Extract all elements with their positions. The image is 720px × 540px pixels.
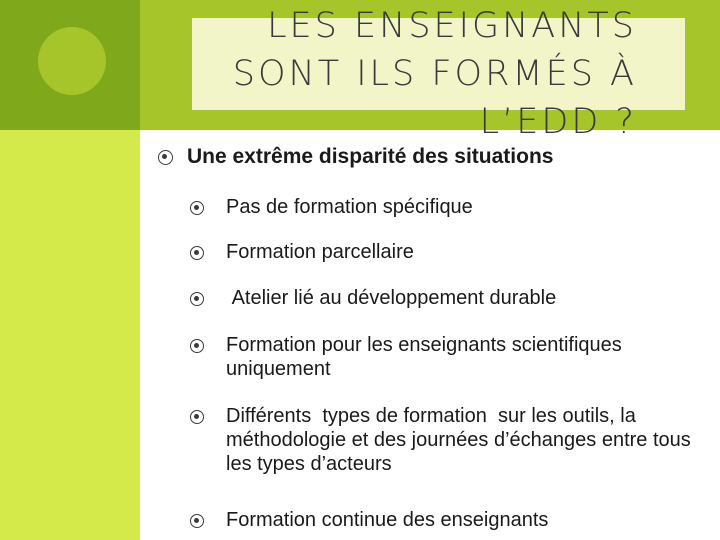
title-box (192, 6, 685, 142)
circle-dot-icon (190, 292, 204, 306)
left-strip (0, 130, 140, 540)
sub-bullet (190, 404, 695, 476)
title-line: LES ENSEIGNANTS (267, 6, 637, 46)
main-bullet-text: Une extrême disparité des situations (187, 145, 554, 168)
sub-bullet (190, 286, 710, 310)
circle-dot-icon (190, 410, 204, 424)
main-bullet (158, 145, 553, 169)
circle-dot-icon (190, 339, 204, 353)
decorative-circle (38, 27, 106, 95)
sub-bullet-text: Formation parcellaire (226, 241, 414, 263)
circle-dot-icon (190, 201, 204, 215)
sub-bullet (190, 508, 710, 532)
circle-dot-icon (190, 246, 204, 260)
circle-dot-icon (158, 150, 173, 165)
title-line: L’EDD ? (479, 102, 637, 142)
sub-bullet-text: Formation pour les enseignants scientifiques uniquement (226, 334, 628, 380)
sub-bullet-text: Pas de formation spécifique (226, 196, 473, 218)
circle-dot-icon (190, 514, 204, 528)
sub-bullet (190, 240, 710, 264)
sub-bullet (190, 195, 710, 219)
sub-bullet-text: Atelier lié au développement durable (226, 287, 557, 309)
sub-bullet (190, 333, 680, 381)
title-line: SONT ILS FORMÉS À (232, 54, 637, 94)
slide-title (157, 2, 637, 146)
sub-bullet-text: Formation continue des enseignants (226, 509, 549, 531)
sub-bullet-text: Différents types de formation sur les outils, la méthodologie et des journées d’échanges entre tous les types d’acteurs (226, 405, 697, 475)
